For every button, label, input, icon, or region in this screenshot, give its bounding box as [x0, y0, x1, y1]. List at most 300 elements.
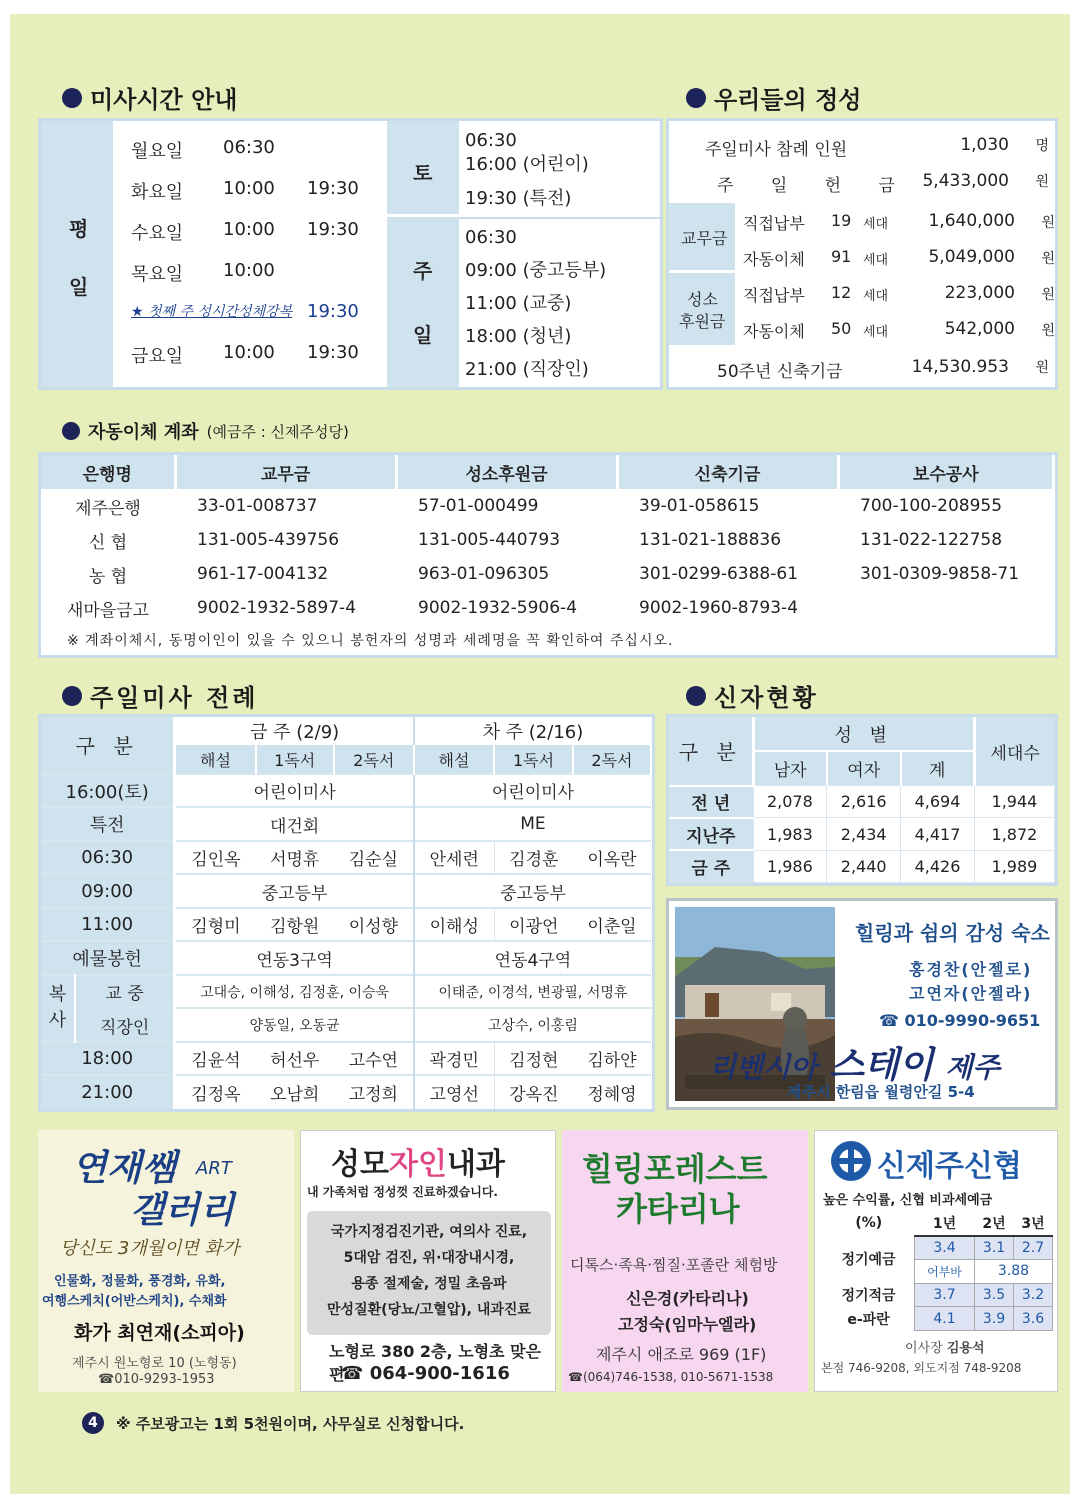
account-cell: 301-0299-6388-61 [639, 564, 799, 585]
offering-household: 세대 [863, 253, 889, 268]
believers-col-header: 여자 [827, 751, 901, 785]
stay-phone: ☎ 010-9990-9651 [879, 1011, 1041, 1030]
seongso-label-cell [669, 273, 735, 345]
rate-cell: 어부바 [915, 1259, 975, 1283]
liturgy-name: 이춘일 [587, 917, 637, 938]
liturgy-this-cell: 연동3구역 [175, 941, 414, 975]
liturgy-table [41, 717, 652, 1109]
sunday-offering-value: 5,433,000 [922, 171, 1009, 191]
account-header: 교무금 [175, 455, 396, 489]
believers-cell: 1,944 [974, 786, 1054, 818]
liturgy-next-cell: 고상수, 이홍림 [487, 1018, 578, 1035]
shinhyup-tagline: 높은 수익률, 신협 비과세예금 [823, 1193, 993, 1208]
liturgy-name: 이성향 [334, 908, 414, 942]
believers-cell: 1,983 [753, 818, 827, 850]
offering-count: 50 [831, 319, 852, 338]
stay-address: 제주시 한림읍 월령안길 5-4 [787, 1083, 975, 1101]
offering-title-text: 우리들의 정성 [714, 86, 862, 114]
offering-amount: 223,000 [944, 283, 1015, 303]
liturgy-name: 곽경민 [414, 1042, 494, 1076]
believers-cell: 2,434 [827, 818, 901, 850]
bullet-icon [62, 686, 82, 706]
stay-name-2: 스테이 [829, 1045, 934, 1086]
sunday-label-cell [387, 217, 459, 387]
gallery-name-1: 연재쌤 [72, 1148, 177, 1189]
weekday-time-1: 10:00 [223, 178, 275, 199]
liturgy-next-cell: 어린이미사 [491, 783, 574, 804]
gallery-address: 제주시 원노형로 10 (노형동) [72, 1356, 237, 1371]
liturgy-box [38, 714, 655, 1112]
gallery-line-1: 인물화, 정물화, 풍경화, 유화, [54, 1274, 226, 1289]
liturgy-next-week: 차 주 (2/16) [482, 722, 584, 744]
liturgy-sub-header: 해설 [175, 745, 256, 773]
weekday-row [131, 211, 391, 252]
sunday-label-2: 일 [413, 323, 433, 347]
offering-detail-row [739, 275, 1055, 311]
clinic-service-line: 만성질환(당뇨/고혈압), 내과진료 [327, 1302, 531, 1318]
stay-owner-1: 홍경찬(안젤로) [909, 960, 1033, 979]
forest-person-1: 신은경(카타리나) [626, 1289, 749, 1308]
rate-head-row [823, 1211, 1053, 1236]
footer [82, 1412, 464, 1434]
liturgy-head-row [41, 717, 651, 745]
liturgy-row [41, 1042, 651, 1076]
account-cell: 131-005-439756 [197, 530, 340, 551]
sat-sun-divider [459, 217, 661, 219]
believers-row-label: 전 년 [669, 786, 753, 818]
weekday-time-2: 19:30 [307, 219, 359, 240]
liturgy-name: 김정옥 [191, 1085, 241, 1106]
rate-cell: 3.5 [975, 1283, 1014, 1307]
believers-col-header: 남자 [753, 751, 827, 785]
believers-title-text: 신자현황 [714, 684, 819, 712]
weekday-time-2: 19:30 [307, 178, 359, 199]
account-section-title [62, 418, 349, 444]
ad-shinhyup [814, 1130, 1058, 1392]
ad-stay [666, 898, 1058, 1110]
believers-row [669, 818, 1055, 850]
believers-gubun: 구 분 [669, 717, 753, 786]
offering-unit: 원 [1041, 323, 1055, 339]
offering-kind: 자동이체 [743, 322, 805, 341]
shinhyup-chair-name: 김용석 [946, 1341, 985, 1356]
liturgy-boksa-1: 복 [48, 984, 67, 1006]
believers-cell: 2,440 [827, 850, 901, 882]
liturgy-row-label: 18:00 [41, 1042, 175, 1076]
liturgy-this-cell: 중고등부 [175, 874, 414, 908]
believers-gender: 성 별 [753, 717, 974, 751]
liturgy-next-cell: 이태준, 이경석, 변광필, 서명휴 [438, 984, 628, 1001]
weekday-time-1: 06:30 [223, 137, 275, 158]
weekday-day: 금요일 [131, 346, 184, 367]
liturgy-sub-header: 2독서 [573, 745, 651, 773]
attendance-value: 1,030 [960, 135, 1009, 155]
shinhyup-rate-table [823, 1211, 1053, 1331]
gallery-name-2: 갤러리 [130, 1190, 235, 1231]
shinhyup-name: 신제주신협 [877, 1149, 1022, 1184]
liturgy-row-label: 직장인 [75, 1008, 175, 1042]
liturgy-name: 오남희 [270, 1085, 320, 1106]
saturday-time: 19:30 (특전) [465, 188, 572, 209]
account-row [41, 523, 1054, 557]
sunday-times [465, 221, 655, 386]
liturgy-row [41, 975, 651, 1009]
account-cell: 57-01-000499 [418, 496, 539, 517]
fund-value: 14,530.953 [911, 357, 1009, 377]
forest-name-1: 힐링포레스트 [582, 1150, 768, 1188]
attendance-unit: 명 [1035, 138, 1049, 154]
believers-table [669, 717, 1055, 883]
liturgy-name: 김형미 [191, 917, 241, 938]
account-cell: 33-01-008737 [197, 496, 318, 517]
weekday-row [131, 252, 391, 293]
liturgy-next-cell: 중고등부 [500, 883, 566, 904]
offering-amount: 1,640,000 [928, 211, 1015, 231]
weekday-day: 수요일 [131, 223, 184, 244]
offering-kind: 자동이체 [743, 250, 805, 269]
account-note-row [41, 625, 1054, 655]
weekday-list [131, 129, 391, 375]
liturgy-row-label: 06:30 [41, 841, 175, 875]
account-cell: 961-17-004132 [197, 564, 329, 585]
offering-unit: 원 [1041, 215, 1055, 231]
offering-detail-rows [739, 203, 1055, 347]
clinic-name-1: 성모 [331, 1147, 389, 1182]
seongso-label-2: 후원금 [679, 312, 726, 331]
account-cell: 131-005-440793 [418, 530, 561, 551]
liturgy-sub-header: 1독서 [494, 745, 573, 773]
believers-households: 세대수 [974, 717, 1054, 786]
believers-cell: 2,616 [827, 786, 901, 818]
account-cell: 신 협 [88, 532, 128, 553]
liturgy-row [41, 1008, 651, 1042]
liturgy-sub-header: 1독서 [256, 745, 334, 773]
saturday-time: 16:00 (어린이) [465, 154, 589, 175]
weekday-time-2: 19:30 [307, 301, 359, 322]
clinic-name-2: 자인 [388, 1147, 447, 1182]
stay-name-3: 제주 [945, 1051, 1000, 1084]
liturgy-name: 안세련 [414, 841, 494, 875]
rate-cell: 4.1 [915, 1307, 975, 1331]
stay-owner-2: 고연자(안젤라) [909, 984, 1033, 1003]
seongso-label-1: 성소 [687, 290, 718, 309]
liturgy-name: 김항원 [270, 917, 320, 938]
believers-cell: 4,426 [901, 850, 975, 882]
attendance-label: 주일미사 참례 인원 [705, 140, 848, 160]
weekday-day: 목요일 [131, 264, 184, 285]
liturgy-this-cell: 대건회 [175, 807, 414, 841]
weekday-day: 화요일 [131, 182, 184, 203]
clinic-phone: ☎ 064-900-1616 [341, 1363, 510, 1384]
offering-detail-row [739, 311, 1055, 347]
liturgy-row-label: 09:00 [41, 874, 175, 908]
liturgy-name: 김순실 [334, 841, 414, 875]
account-box [38, 452, 1058, 658]
liturgy-name: 고수연 [334, 1042, 414, 1076]
believers-cell: 1,872 [974, 818, 1054, 850]
clinic-service-line: 국가지정검진기관, 여의사 진료, [330, 1224, 528, 1240]
sunday-offering-label: 주 일 헌 금 [717, 176, 911, 196]
liturgy-name: 이옥란 [587, 850, 637, 871]
ad-clinic [300, 1130, 556, 1392]
bullet-icon [62, 88, 82, 108]
clinic-name [331, 1139, 505, 1183]
sunday-time: 21:00 (직장인) [465, 359, 589, 380]
account-table [41, 455, 1055, 655]
rate-cell: 2.7 [1013, 1236, 1052, 1260]
bulletin-page [10, 14, 1070, 1494]
rate-cell: 3.2 [1013, 1283, 1052, 1307]
weekday-time-2: 19:30 [307, 342, 359, 363]
rate-cell: 3.4 [915, 1236, 975, 1260]
account-cell: 700-100-208955 [860, 496, 1003, 517]
clinic-address: 노형로 380 2층, 노형초 맞은편 [329, 1342, 541, 1384]
account-cell: 9002-1932-5897-4 [197, 598, 357, 619]
liturgy-name: 김인옥 [191, 850, 241, 871]
mass-schedule-box [38, 118, 663, 390]
offering-count: 12 [831, 283, 852, 302]
stay-name-1: 리벤시아 [709, 1051, 818, 1084]
account-cell: 131-021-188836 [639, 530, 782, 551]
forest-person-2: 고정숙(임마누엘라) [618, 1315, 757, 1334]
saturday-times [465, 129, 655, 211]
liturgy-this-cell: 어린이미사 [175, 774, 414, 808]
liturgy-name: 김정현 [509, 1051, 559, 1072]
offering-household: 세대 [863, 217, 889, 232]
account-header: 보수공사 [838, 455, 1054, 489]
liturgy-name: 고정희 [334, 1075, 414, 1109]
weekday-time-1: 10:00 [223, 342, 275, 363]
saturday-label-cell [387, 121, 459, 217]
sunday-time: 11:00 (교중) [465, 293, 572, 314]
liturgy-row-label: 교 중 [75, 975, 175, 1009]
liturgy-name: 이광언 [509, 917, 559, 938]
rate-label: 정기예금 [841, 1252, 896, 1269]
believers-row-label: 지난주 [669, 818, 753, 850]
bullet-icon [686, 686, 706, 706]
believers-row-label: 금 주 [669, 850, 753, 882]
clinic-services [307, 1211, 551, 1335]
offering-section-title [686, 80, 861, 115]
sunday-label-1: 주 [413, 259, 433, 283]
offering-kind: 직접납부 [743, 286, 805, 305]
account-row [41, 591, 1054, 625]
account-cell: 농 협 [88, 566, 128, 587]
page-number: 4 [82, 1412, 104, 1434]
liturgy-this-cell: 양동일, 오동균 [175, 1008, 414, 1042]
clinic-service-line: 용종 절제술, 정밀 초음파 [351, 1276, 507, 1292]
ad-gallery [38, 1130, 294, 1392]
clinic-tagline: 내 가족처럼 정성껏 진료하겠습니다. [307, 1185, 498, 1199]
offering-count: 91 [831, 247, 852, 266]
offering-kind: 직접납부 [743, 214, 805, 233]
offering-detail-row [739, 239, 1055, 275]
rate-pct-label: (%) [855, 1215, 883, 1232]
offering-amount: 542,000 [944, 319, 1015, 339]
gyomu-label: 교무금 [681, 229, 728, 248]
rate-year: 3년 [1013, 1211, 1052, 1236]
believers-cell: 4,417 [901, 818, 975, 850]
gyomu-label-cell [669, 203, 735, 273]
offering-household: 세대 [863, 289, 889, 304]
believers-section-title [686, 678, 819, 713]
offering-box [666, 118, 1058, 390]
account-cell [838, 591, 1054, 625]
liturgy-name: 김경훈 [509, 850, 559, 871]
rate-cell: 3.1 [975, 1236, 1014, 1260]
gallery-slogan: 당신도 3개월이면 화가 [60, 1238, 240, 1259]
account-cell: 9002-1960-8793-4 [639, 598, 799, 619]
offering-amount: 5,049,000 [928, 247, 1015, 267]
rate-cell: 3.88 [975, 1259, 1053, 1283]
shinhyup-logo-icon [829, 1139, 873, 1183]
forest-phone: ☎(064)746-1538, 010-5671-1538 [568, 1370, 774, 1384]
sunday-time: 09:00 (중고등부) [465, 260, 607, 281]
mass-title-text: 미사시간 안내 [90, 86, 238, 114]
saturday-label: 토 [413, 161, 433, 185]
liturgy-row [41, 807, 651, 841]
rate-cell: 3.6 [1013, 1307, 1052, 1331]
liturgy-this-cell: 고대승, 이해성, 김정훈, 이승욱 [175, 975, 414, 1009]
mass-section-title [62, 80, 237, 115]
ad-forest [562, 1130, 808, 1392]
liturgy-name: 김하얀 [587, 1051, 637, 1072]
offering-unit: 원 [1041, 287, 1055, 303]
liturgy-row [41, 941, 651, 975]
liturgy-row-label: 예물봉헌 [41, 941, 175, 975]
saturday-time: 06:30 [465, 130, 517, 151]
liturgy-next-cell: 연동4구역 [494, 950, 572, 971]
liturgy-boksa-2: 사 [48, 1010, 67, 1032]
liturgy-name: 이해성 [414, 908, 494, 942]
gallery-phone: ☎010-9293-1953 [98, 1372, 215, 1387]
bullet-icon [686, 88, 706, 108]
account-cell: 301-0309-9858-71 [860, 564, 1020, 585]
believers-head-row [669, 717, 1055, 751]
offering-detail-row [739, 203, 1055, 239]
rate-label: 정기적금 [841, 1287, 896, 1304]
account-row [41, 489, 1054, 523]
liturgy-sub-header: 2독서 [334, 745, 414, 773]
weekday-row [131, 293, 391, 334]
liturgy-next-cell: ME [520, 814, 546, 835]
account-cell: 새마을금고 [66, 600, 150, 621]
liturgy-row [41, 908, 651, 942]
forest-name-2: 카타리나 [616, 1190, 740, 1228]
believers-cell: 2,078 [753, 786, 827, 818]
liturgy-name: 허선우 [270, 1051, 320, 1072]
sunday-offering-unit: 원 [1035, 174, 1049, 190]
rate-row [823, 1307, 1053, 1331]
believers-row [669, 850, 1055, 882]
liturgy-row [41, 874, 651, 908]
bullet-icon [62, 422, 80, 440]
clinic-service-line: 5대암 검진, 위·대장내시경, [343, 1250, 515, 1266]
account-header: 성소후원금 [396, 455, 617, 489]
account-cell: 131-022-122758 [860, 530, 1003, 551]
liturgy-row [41, 1075, 651, 1109]
liturgy-name: 고영선 [414, 1075, 494, 1109]
liturgy-name: 정혜영 [587, 1085, 637, 1106]
rate-year: 2년 [975, 1211, 1014, 1236]
rate-label: e-파란 [847, 1311, 890, 1328]
believers-cell: 1,986 [753, 850, 827, 882]
account-header: 은행명 [41, 455, 175, 489]
clinic-name-3: 내과 [446, 1147, 505, 1182]
believers-cell: 4,694 [901, 786, 975, 818]
footer-note: ※ 주보광고는 1회 5천원이며, 사무실로 신청합니다. [116, 1414, 465, 1433]
liturgy-sub-header: 해설 [414, 745, 494, 773]
account-row [41, 557, 1054, 591]
weekday-row [131, 129, 391, 170]
gallery-line-2: 여행스케치(어반스케치), 수채화 [42, 1294, 227, 1309]
shinhyup-chair-label: 이사장 [905, 1341, 943, 1356]
liturgy-name: 강옥진 [509, 1085, 559, 1106]
fund-label: 50주년 신축기금 [717, 362, 843, 382]
weekday-time-1: 10:00 [223, 260, 275, 281]
rate-cell: 3.9 [975, 1307, 1014, 1331]
liturgy-row-label: 11:00 [41, 908, 175, 942]
believers-box [666, 714, 1058, 886]
believers-row [669, 786, 1055, 818]
account-header: 신축기금 [617, 455, 838, 489]
fund-unit: 원 [1035, 360, 1049, 376]
weekday-label-2: 일 [69, 275, 89, 299]
rate-year: 1년 [915, 1211, 975, 1236]
liturgy-title-text: 주일미사 전례 [90, 684, 259, 712]
rate-row [823, 1236, 1053, 1260]
weekday-label-1: 평 [69, 217, 89, 241]
rate-cell: 3.7 [915, 1283, 975, 1307]
liturgy-row [41, 841, 651, 875]
liturgy-row-label: 특전 [41, 807, 175, 841]
shinhyup-branches: 본점 746-9208, 외도지점 748-9208 [821, 1361, 1022, 1375]
stay-headline: 힐링과 쉼의 감성 숙소 [855, 921, 1050, 945]
liturgy-this-week: 금 주 (2/9) [175, 717, 414, 745]
sunday-time: 18:00 (청년) [465, 326, 572, 347]
liturgy-boksa-cell [41, 975, 75, 1042]
forest-description: 디톡스·족욕·찜질·포졸란 체험방 [570, 1256, 778, 1274]
account-cell: 9002-1932-5906-4 [418, 598, 578, 619]
liturgy-row-label: 16:00(토) [41, 774, 175, 808]
gallery-art: ART [196, 1158, 232, 1179]
liturgy-name: 서명휴 [270, 850, 320, 871]
liturgy-section-title [62, 678, 258, 713]
weekday-time-1: 10:00 [223, 219, 275, 240]
liturgy-row-label: 21:00 [41, 1075, 175, 1109]
offering-unit: 원 [1041, 251, 1055, 267]
weekday-row [131, 334, 391, 375]
weekday-label-cell [41, 121, 113, 387]
believers-cell: 1,989 [974, 850, 1054, 882]
offering-count: 19 [831, 211, 852, 230]
forest-address: 제주시 애조로 969 (1F) [596, 1345, 767, 1364]
gallery-artist: 화가 최연재(소피아) [74, 1322, 245, 1344]
sunday-time: 06:30 [465, 227, 517, 248]
account-title-text: 자동이체 계좌 [88, 422, 199, 443]
rate-row [823, 1283, 1053, 1307]
offering-household: 세대 [863, 325, 889, 340]
account-cell: 39-01-058615 [639, 496, 760, 517]
account-cell: 963-01-096305 [418, 564, 550, 585]
weekday-row [131, 170, 391, 211]
believers-col-header: 계 [901, 751, 975, 785]
weekday-day: 월요일 [131, 141, 184, 162]
liturgy-name: 김윤석 [191, 1051, 241, 1072]
weekday-day: ★ 첫째 주 성시간성체강복 [131, 304, 293, 320]
shinhyup-chair [905, 1337, 985, 1356]
liturgy-gubun: 구 분 [41, 717, 175, 774]
